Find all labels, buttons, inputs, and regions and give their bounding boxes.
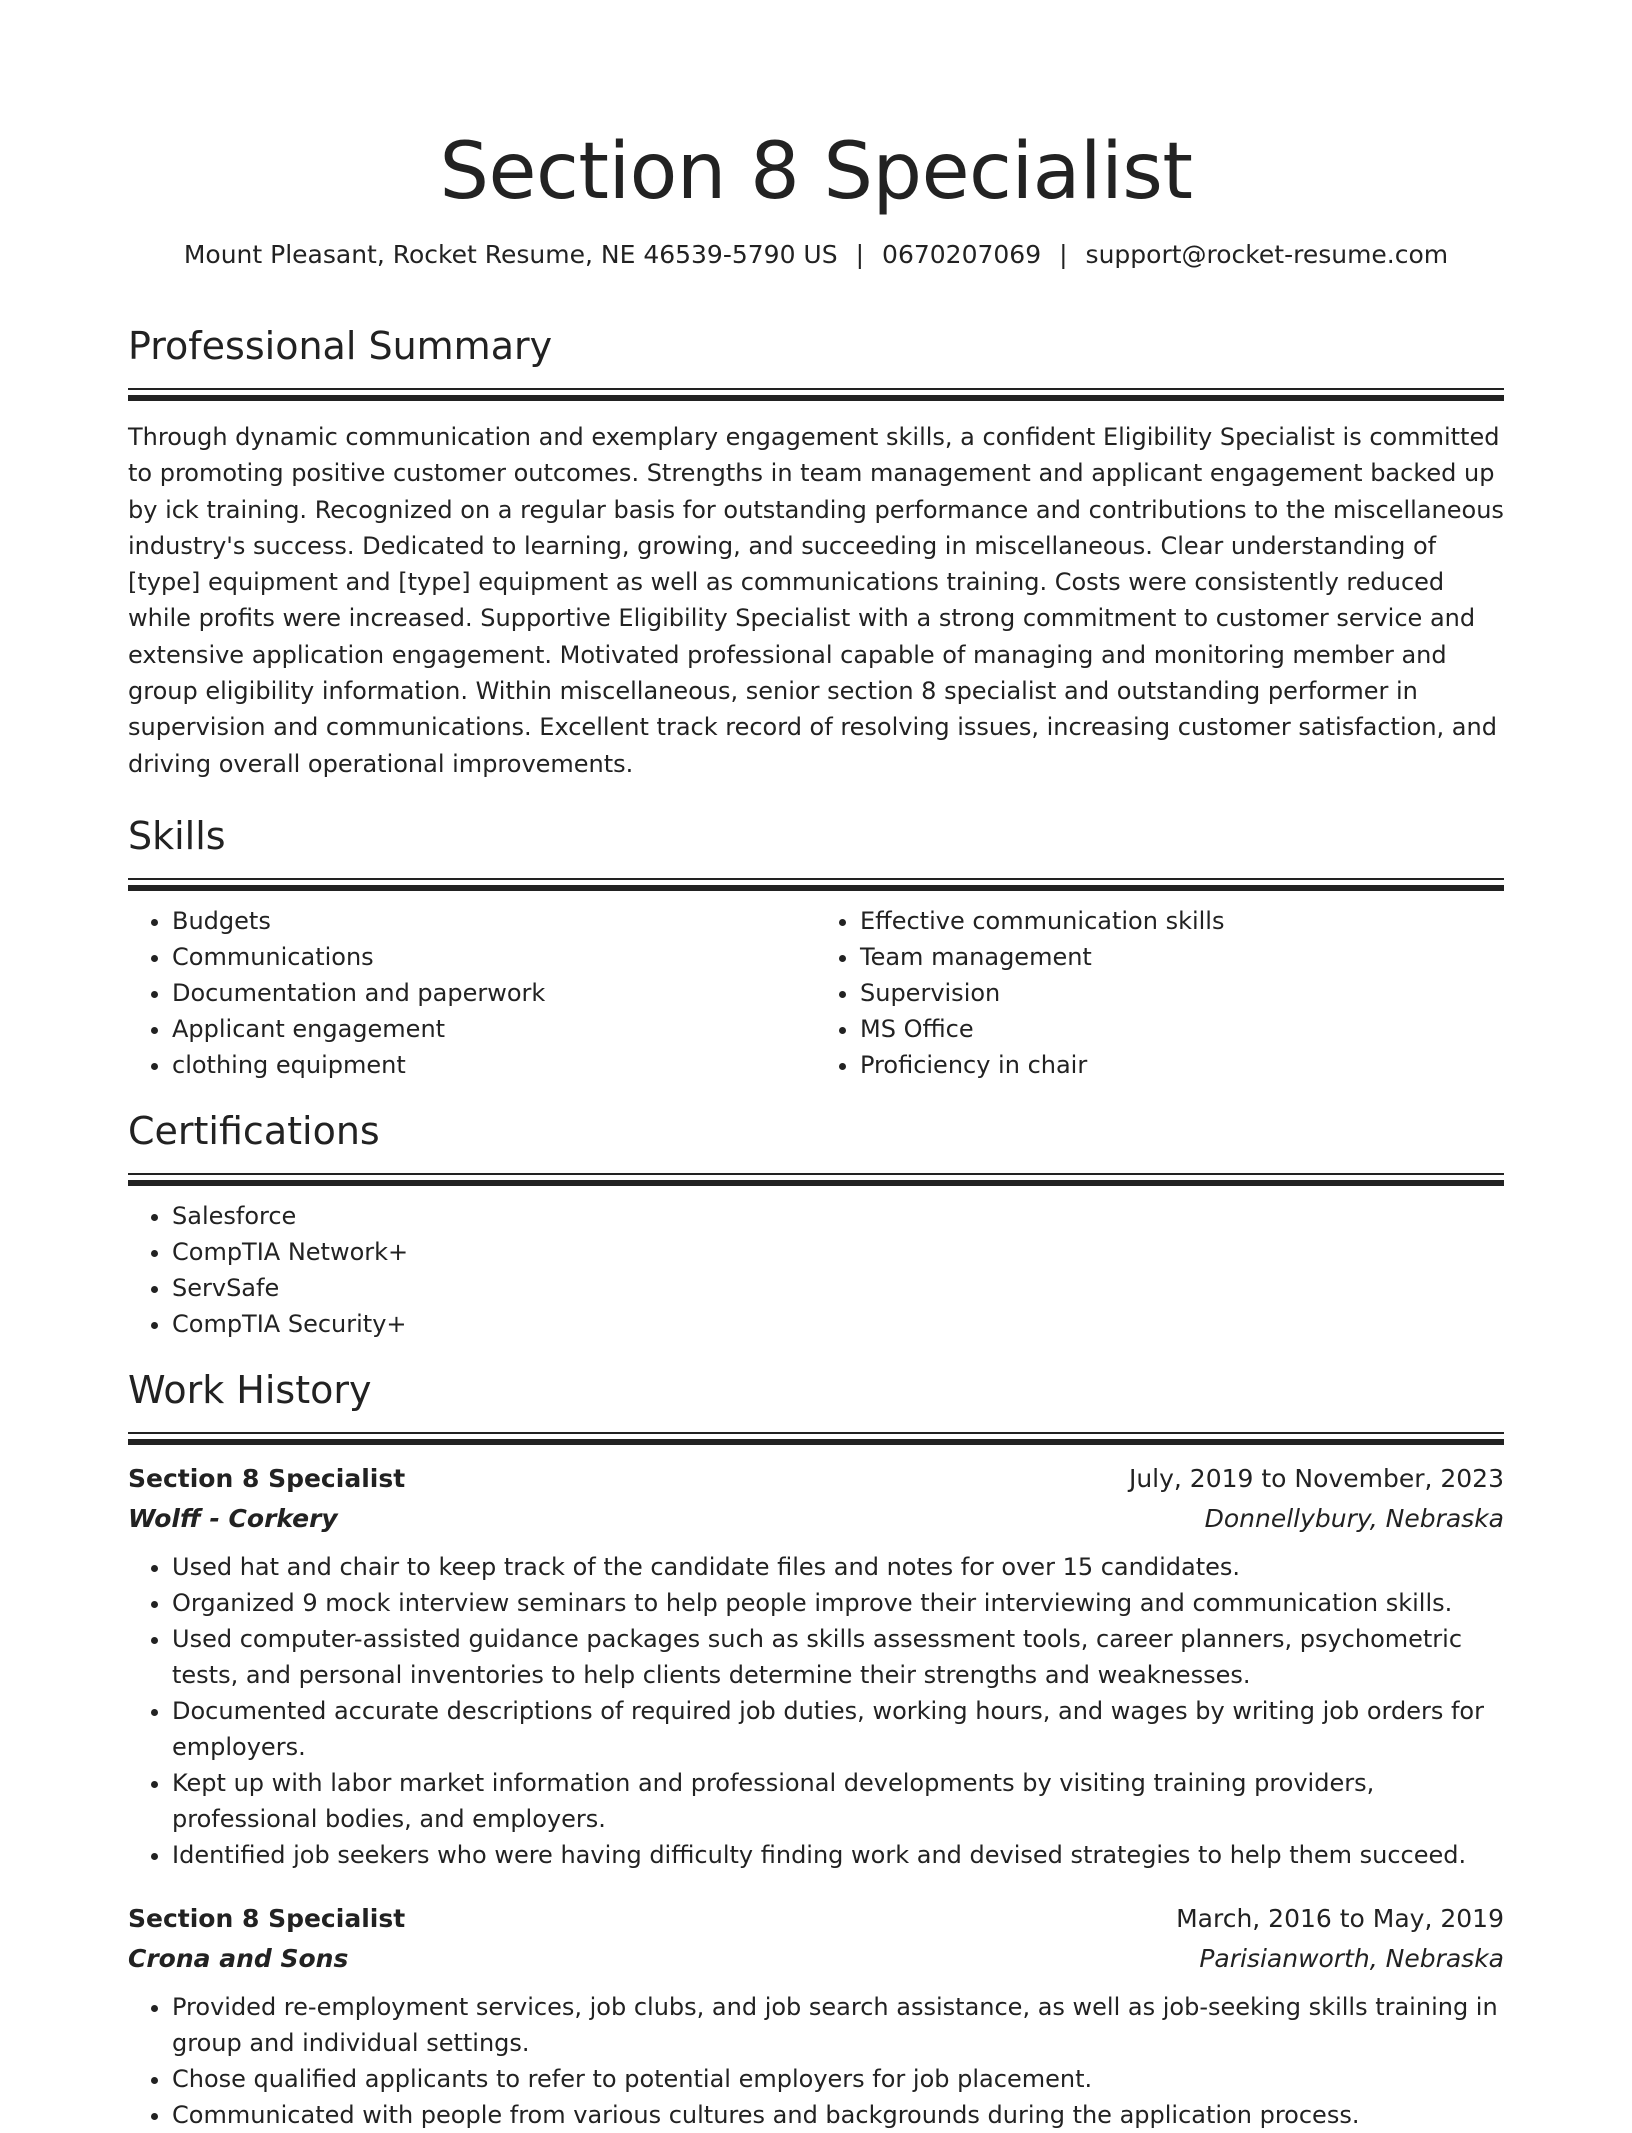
certification-item: • ServSafe: [172, 1270, 1504, 1306]
skill-item: • Supervision: [860, 975, 1504, 1011]
work-history-section: [128, 1366, 1504, 2133]
section-heading-summary: Professional Summary: [128, 324, 553, 368]
section-divider: [128, 1432, 1504, 1443]
job-dates: March, 2016 to May, 2019: [1176, 1903, 1504, 1933]
job-dates: July, 2019 to November, 2023: [1128, 1463, 1504, 1493]
skills-list-right: [816, 903, 1504, 1083]
contact-line: [128, 238, 1504, 272]
skills-section: [128, 812, 1504, 1083]
job-company-row: [128, 1939, 1504, 1979]
skills-list-left: [128, 903, 816, 1083]
job-company: Crona and Sons: [128, 1943, 349, 1973]
contact-phone: 0670207069: [882, 240, 1042, 269]
job-bullet: • Documented accurate descriptions of required job duties, working hours, and wages by writing job orders for employers.: [172, 1693, 1504, 1765]
contact-address: Mount Pleasant, Rocket Resume, NE 46539-5790 US: [183, 240, 838, 269]
skill-item: • Team management: [860, 939, 1504, 975]
job-bullet-list: [128, 1989, 1504, 2133]
certification-item: • Salesforce: [172, 1198, 1504, 1234]
section-heading-work-history: Work History: [128, 1367, 372, 1412]
resume-page: [128, 0, 1504, 2133]
job-location: Donnellybury, Nebraska: [1204, 1503, 1504, 1533]
job-bullet: • Communicated with people from various cultures and backgrounds during the application process.: [172, 2097, 1504, 2133]
certification-item: • CompTIA Network+: [172, 1234, 1504, 1270]
job-entry: [128, 1899, 1504, 2133]
job-header-row: [128, 1459, 1504, 1499]
skill-item: • Documentation and paperwork: [172, 975, 816, 1011]
section-divider: [128, 388, 1504, 399]
job-bullet: • Kept up with labor market information and professional developments by visiting training providers, professional bodies, and employers.: [172, 1765, 1504, 1837]
job-title: Section 8 Specialist: [128, 1463, 406, 1493]
summary-text: Through dynamic communication and exemplary engagement skills, a confident Eligibility Specialist is committed to promoting positive customer outcomes. Strengths in team management and applicant engagement backed up by ick training. Recognized on a regular basis for outstanding performance and contributions to the miscellaneous industry's success. Dedicated to learning, growing, and succeeding in miscellaneous. Clear understanding of [type] equipment and [type] equipment as well as communications training. Costs were consistently reduced while profits were increased. Supportive Eligibility Specialist with a strong commitment to customer service and extensive application engagement. Motivated professional capable of managing and monitoring member and group eligibility information. Within miscellaneous, senior section 8 specialist and outstanding performer in supervision and communications. Excellent track record of resolving issues, increasing customer satisfaction, and driving overall operational improvements.: [128, 423, 1504, 778]
skill-item: • Communications: [172, 939, 816, 975]
job-bullet: • Used computer-assisted guidance packages such as skills assessment tools, career planners, psychometric tests, and personal inventories to help clients determine their strengths and weaknesses.: [172, 1621, 1504, 1693]
job-title: Section 8 Specialist: [128, 1903, 406, 1933]
job-bullet: • Chose qualified applicants to refer to potential employers for job placement.: [172, 2061, 1504, 2097]
skill-item: • Applicant engagement: [172, 1011, 816, 1047]
contact-email: support@rocket-resume.com: [1085, 240, 1449, 269]
job-bullet: • Used hat and chair to keep track of the candidate files and notes for over 15 candidates.: [172, 1549, 1504, 1585]
resume-title: Section 8 Specialist: [439, 127, 1193, 217]
skills-columns: [128, 903, 1504, 1083]
section-heading-certifications: Certifications: [128, 1108, 380, 1153]
skill-item: • Budgets: [172, 903, 816, 939]
skill-item: • clothing equipment: [172, 1047, 816, 1083]
job-header-row: [128, 1899, 1504, 1939]
section-divider: [128, 1173, 1504, 1184]
job-bullet: • Organized 9 mock interview seminars to help people improve their interviewing and communication skills.: [172, 1585, 1504, 1621]
skill-item: • Effective communication skills: [860, 903, 1504, 939]
section-heading-skills: Skills: [128, 813, 226, 858]
professional-summary-section: [128, 322, 1504, 782]
job-company-row: [128, 1499, 1504, 1539]
job-company: Wolff - Corkery: [128, 1503, 338, 1533]
job-bullet: • Provided re-employment services, job clubs, and job search assistance, as well as job-seeking skills training in group and individual settings.: [172, 1989, 1504, 2061]
contact-separator: |: [1059, 240, 1068, 269]
certifications-section: [128, 1107, 1504, 1342]
job-location: Parisianworth, Nebraska: [1199, 1943, 1504, 1973]
contact-separator: |: [855, 240, 865, 269]
skill-item: • Proficiency in chair: [860, 1047, 1504, 1083]
skill-item: • MS Office: [860, 1011, 1504, 1047]
section-divider: [128, 878, 1504, 889]
job-bullet-list: [128, 1549, 1504, 1873]
job-entry: [128, 1459, 1504, 1873]
certifications-list: [128, 1198, 1504, 1342]
job-bullet: • Identified job seekers who were having difficulty finding work and devised strategies to help them succeed.: [172, 1837, 1504, 1873]
certification-item: • CompTIA Security+: [172, 1306, 1504, 1342]
